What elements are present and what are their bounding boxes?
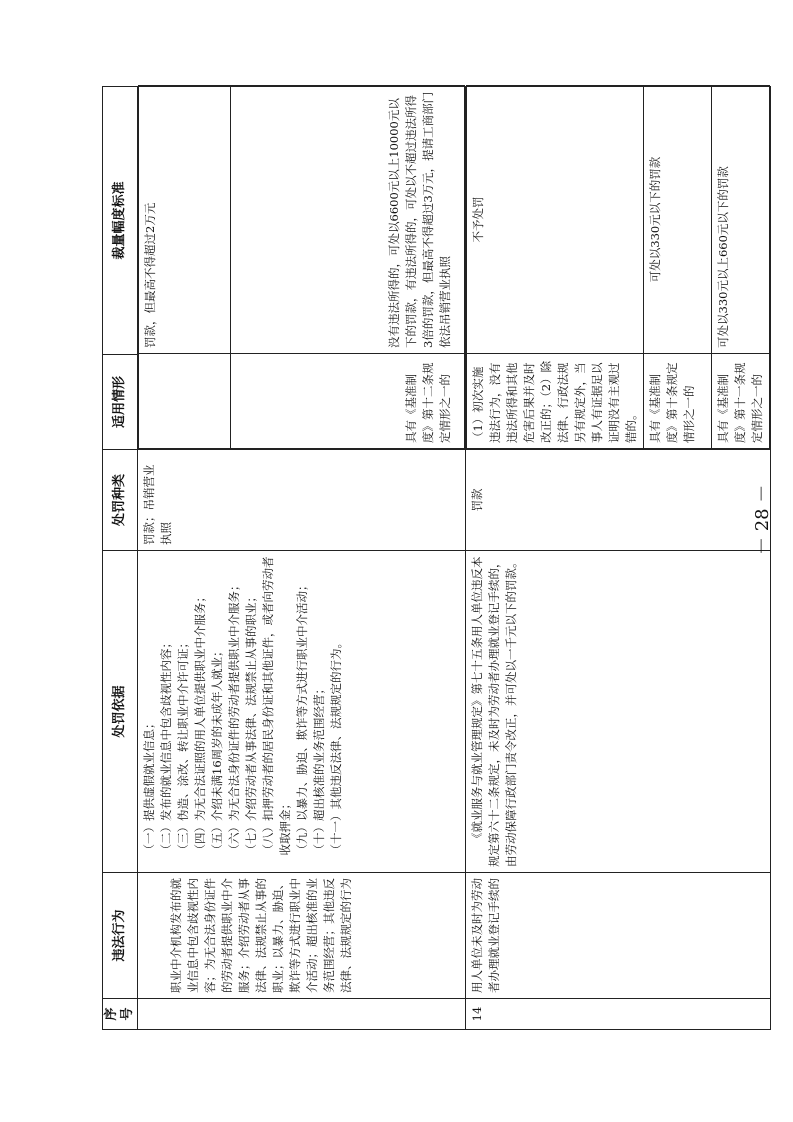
- row2-basis: 《就业服务与就业管理规定》第七十五条用人单位违反本规定第六十二条规定，未及时为劳动者办理就业登记手续的，由劳动保障行政部门责令改正，并可处以一千元以下的罚款。: [466, 551, 771, 873]
- row2-sit1: （1）初次实施违法行为，没有违法所得和其他危害后果并及时改正的；（2）除法律、行政法规另有规定外，当事人有证据足以证明没有主观过错的。: [467, 354, 644, 449]
- row2-std3: 可处以330元以上660元以下的罚款: [712, 86, 770, 354]
- basis-item: （六）为无合法身份证件的劳动者提供职业中介服务；: [227, 579, 241, 856]
- row1-type: 罚款；吊销营业执照: [138, 450, 466, 551]
- subrow: [712, 86, 770, 449]
- header-type: 处罚种类: [103, 450, 138, 551]
- subrow: [139, 86, 231, 449]
- basis-item: （三）伪造、涂改、转让职业中介许可证；: [176, 637, 190, 856]
- penalty-table: [102, 86, 771, 1030]
- header-act: 违法行为: [103, 873, 138, 999]
- header-situation: 适用情形: [103, 355, 138, 450]
- row2-sit2: 具有《基准制度》第十条规定情形之一的: [644, 354, 712, 449]
- table-row: [466, 87, 771, 1030]
- table-row: [138, 87, 466, 1030]
- row1-sit-top: [139, 354, 231, 449]
- basis-item: （四）为无合法证照的用人单位提供职业中介服务；: [193, 591, 207, 856]
- row2-std2: 可处以330元以下的罚款: [644, 86, 712, 354]
- basis-item: （十一）其他违反法律、法规规定的行为。: [329, 637, 343, 856]
- row1-subtable: [138, 85, 465, 449]
- basis-item: （八）扣押劳动者的居民身份证和其他证件，或者向劳动者收取押金；: [261, 556, 292, 856]
- header-seq: 序号: [103, 999, 138, 1030]
- row1-sit-bottom: 具有《基准制度》第十二条规定情形之一的: [231, 354, 465, 449]
- row2-subtable: [466, 85, 770, 449]
- row1-seq: [138, 999, 466, 1030]
- row2-type: 罚款: [466, 450, 771, 551]
- basis-item: （九）以暴力、胁迫、欺诈等方式进行职业中介活动；: [295, 579, 309, 856]
- row1-act: 职业中介机构发布的就业信息中包含歧视性内容；为无合法身份证件的劳动者提供职业中介服务；介绍劳动者从事法律、法规禁止从事的职业；以暴力、胁迫、欺诈等方式进行职业中介活动；超出核准的业务范围经营；其他违反法律、法规规定的行为: [138, 873, 466, 999]
- row1-subrows: [138, 87, 466, 450]
- basis-item: （十）超出核准的业务范围经营；: [312, 683, 326, 856]
- subrow: [231, 86, 465, 449]
- subrow: [467, 86, 644, 449]
- row2-sit3: 具有《基准制度》第十一条规定情形之一的: [712, 354, 770, 449]
- row1-std-top: 罚款，但最高不得超过2万元: [139, 86, 231, 354]
- row1-std-bottom: 没有违法所得的，可处以6600元以上10000元以下的罚款，有违法所得的，可处以不超过违法所得3倍的罚款，但最高不得超过3万元，提请工商部门依法吊销营业执照: [231, 86, 465, 354]
- row1-basis: [138, 551, 466, 873]
- basis-item: （七）介绍劳动者从事法律、法规禁止从事的职业；: [244, 591, 258, 856]
- basis-item: （二）发布的就业信息中包含歧视性内容；: [159, 637, 173, 856]
- basis-item: （五）介绍未满16周岁的未成年人就业；: [210, 645, 224, 856]
- header-standard: 裁量幅度标准: [103, 87, 138, 355]
- row2-seq: 14: [466, 999, 771, 1030]
- subrow: [644, 86, 712, 449]
- header-basis: 处罚依据: [103, 551, 138, 873]
- header-row: [103, 87, 138, 1030]
- page-number: － 28 －: [752, 484, 773, 555]
- basis-item: （一）提供虚假就业信息；: [142, 717, 156, 856]
- row2-subrows: [466, 87, 771, 450]
- row2-act: 用人单位未及时为劳动者办理就业登记手续的: [466, 873, 771, 999]
- row2-std1: 不予处罚: [467, 86, 644, 354]
